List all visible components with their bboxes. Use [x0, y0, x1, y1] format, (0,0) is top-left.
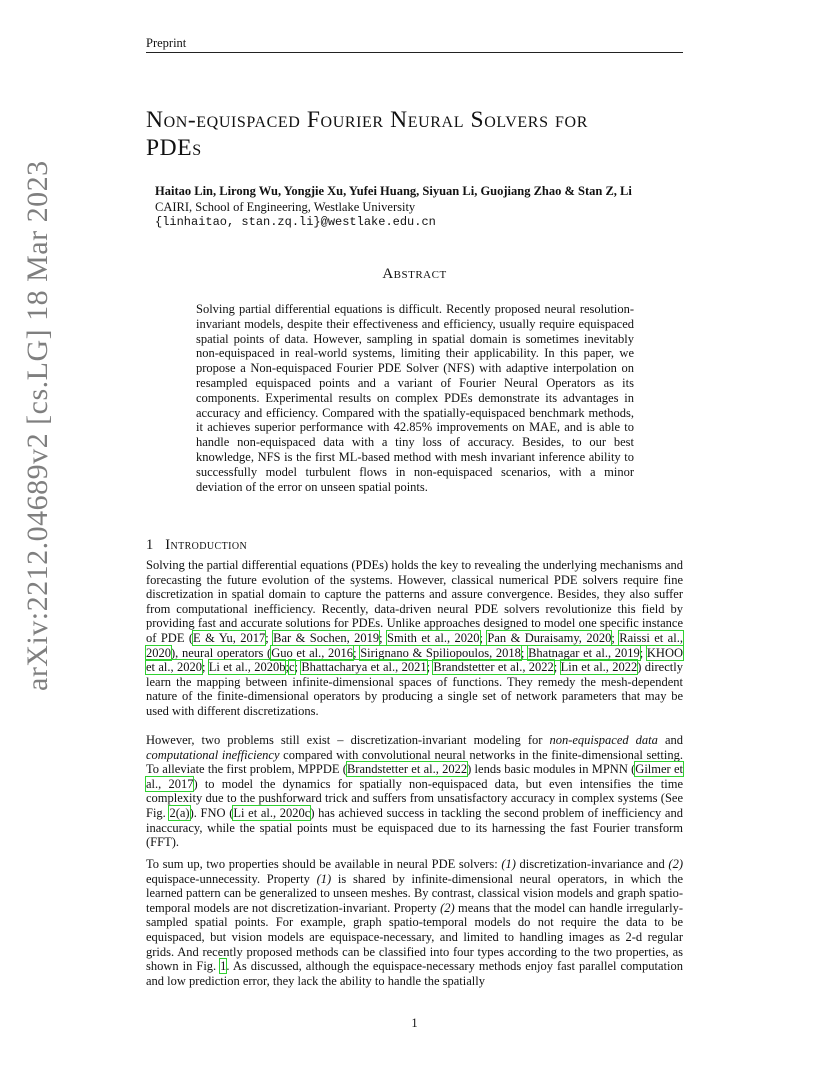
citation-link[interactable]: Raissi et al., 2020 — [146, 630, 683, 660]
citation-link[interactable]: c — [288, 660, 295, 675]
citation-link[interactable]: E & Yu, 2017 — [193, 630, 266, 645]
text-run: ; — [611, 630, 620, 645]
abstract-heading: Abstract — [382, 266, 447, 282]
author-names: Haitao Lin, Lirong Wu, Yongjie Xu, Yufei Huang, Siyuan Li, Guojiang Zhao & Stan Z, Li — [155, 184, 632, 198]
text-run: ), neural operators ( — [171, 645, 272, 660]
text-run: ; — [294, 660, 302, 675]
text-run: ). FNO ( — [189, 805, 234, 820]
text-run: ; — [353, 645, 361, 660]
running-header: Preprint — [146, 36, 187, 50]
emphasis: computational inefficiency — [146, 747, 280, 762]
text-run: ; — [553, 660, 561, 675]
citation-link[interactable]: Li et al., 2020b — [208, 660, 286, 675]
author-affiliation: CAIRI, School of Engineering, Westlake University — [155, 199, 416, 214]
text-run: ) to model the dynamics for spatially non-equispaced data, but even intensifies the time complexity due to the pushforward trick and suffers from unsatisfactory accuracy in complex systems (See Fig. — [146, 776, 683, 820]
citation-link[interactable]: Li et al., 2020c — [233, 805, 311, 820]
text-run: ; — [379, 630, 388, 645]
text-run: To sum up, two properties should be available in neural PDE solvers: — [146, 857, 502, 871]
text-run: means that the model can handle irregularly-sampled spatial points. For example, graph spatio-temporal models do not require the data to be equispaced, but vision models are equispace-necessary, and limited to handling images as 2-d regular grids. And recently proposed methods can be classified into four types according to the two properties, as shown in Fig. — [146, 900, 683, 974]
emphasis: (2) — [668, 857, 683, 871]
title-line-1: Non-equispaced Fourier Neural Solvers for — [146, 107, 588, 133]
citation-link[interactable]: Lin et al., 2022 — [560, 660, 638, 675]
section-heading-introduction — [146, 537, 683, 554]
intro-paragraph-3 — [146, 857, 683, 988]
emphasis: non-equispaced data — [549, 733, 658, 747]
figure-link[interactable]: 1 — [220, 959, 227, 974]
paper-title — [146, 106, 686, 162]
intro-paragraph-2 — [146, 733, 683, 850]
text-run: is shared by infinite-dimensional neural operators, in which the learned pattern can be generalized to unseen meshes. By contrast, classical vision models and graph spatio-temporal models are not discretization-invariant. Property — [146, 871, 683, 915]
arxiv-sidebar-identifier: arXiv:2212.04689v2 [cs.LG] 18 Mar 2023 — [21, 160, 54, 691]
text-run: equispace-unnecessity. Property — [146, 871, 317, 886]
abstract-text: Solving partial differential equations is difficult. Recently proposed neural resolution-invariant models, despite their effectiveness and efficiency, usually require equispaced spatial points of data. However, sampling in spatial domain is sometimes inevitably non-equispaced in real-world systems, limiting their applicability. In this paper, we propose a Non-equispaced Fourier PDE Solver (NFS) with adaptive interpolation on resampled equispaced points and a variant of Fourier Neural Operators as its components. Experimental results on complex PDEs demonstrate its advantages in accuracy and efficiency. Compared with the spatially-equispaced benchmark methods, it achieves superior performance with 42.85% improvements on MAE, and is able to handle non-equispaced data with a tiny loss of accuracy. Besides, to our best knowledge, NFS is the first ML-based method with mesh invariant inference ability to successfully model turbulent flows in non-equispaced scenarios, with a minor deviation of the error on unseen spatial points. — [196, 302, 634, 494]
citation-link[interactable]: Bhatnagar et al., 2019 — [528, 645, 640, 660]
text-run: ; — [426, 660, 434, 675]
citation-link[interactable]: Pan & Duraisamy, 2020 — [487, 630, 612, 645]
text-run: ) has achieved success in tackling the second problem of inefficiency and inaccuracy, while the spatial points must be equispaced due to its harnessing the fast Fourier transform (FFT). — [146, 805, 683, 850]
text-run: However, two problems still exist – discretization-invariant modeling for — [146, 733, 550, 747]
text-run: . As discussed, although the equispace-necessary methods enjoy fast parallel computation and low prediction error, they lack the ability to handle the spatially — [146, 959, 683, 988]
intro-paragraph-1 — [146, 558, 683, 719]
text-run: and — [657, 733, 683, 747]
section-number: 1 — [146, 537, 154, 553]
citation-link[interactable]: Brandstetter et al., 2022 — [346, 762, 468, 777]
citation-link[interactable]: Bhattacharya et al., 2021 — [301, 660, 427, 675]
citation-link[interactable]: Guo et al., 2016 — [271, 645, 354, 660]
page-number: 1 — [411, 1016, 418, 1030]
text-run: discretization-invariance and — [515, 857, 669, 871]
citation-link[interactable]: Smith et al., 2020 — [387, 630, 480, 645]
citation-link[interactable]: KHOO et al., 2020 — [146, 645, 683, 675]
citation-link[interactable]: Bar & Sochen, 2019 — [273, 630, 380, 645]
text-run: ; — [520, 645, 529, 660]
citation-link[interactable]: Sirignano & Spiliopoulos, 2018 — [360, 645, 521, 660]
section-name: Introduction — [165, 537, 248, 553]
title-line-2: PDEs — [146, 135, 202, 161]
text-run: ) directly learn the mapping between infinite-dimensional spaces of functions. They remedy the mesh-dependent nature of the finite-dimensional operators by producing a single set of network parameters that may be used with different discretizations. — [146, 660, 683, 718]
text-run: ; — [265, 630, 274, 645]
text-run: ; — [639, 645, 647, 660]
header-rule — [146, 52, 683, 53]
citation-link[interactable]: Brandstetter et al., 2022 — [433, 660, 554, 675]
text-run: ; — [285, 660, 289, 675]
emphasis: (2) — [440, 900, 455, 915]
citation-link[interactable]: Gilmer et al., 2017 — [146, 762, 683, 791]
text-run: ) lends basic modules in MPNN ( — [467, 762, 636, 777]
emphasis: (1) — [501, 857, 516, 871]
author-email: {linhaitao, stan.zq.li}@westlake.edu.cn — [155, 215, 436, 229]
emphasis: (1) — [316, 871, 332, 886]
text-run: ; — [479, 630, 488, 645]
author-block — [155, 184, 685, 231]
text-run: compared with convolutional neural networks in the finite-dimensional setting. To alleviate the first problem, MPPDE ( — [146, 747, 683, 777]
text-run: ; — [201, 660, 209, 675]
text-run: Solving the partial differential equations (PDEs) holds the key to revealing the underlying mechanisms and forecasting the future evolution of the systems. However, classical numerical PDE solvers require fine discretization in spatial domain to capture the patterns and assure convergence. Besides, they also suffer from computational inefficiency. Recently, data-driven neural PDE solvers revolutionize this field by providing fast and accurate solutions for PDEs. Unlike approaches designed to model one specific instance of PDE ( — [146, 558, 683, 645]
figure-link[interactable]: 2(a) — [169, 805, 190, 820]
